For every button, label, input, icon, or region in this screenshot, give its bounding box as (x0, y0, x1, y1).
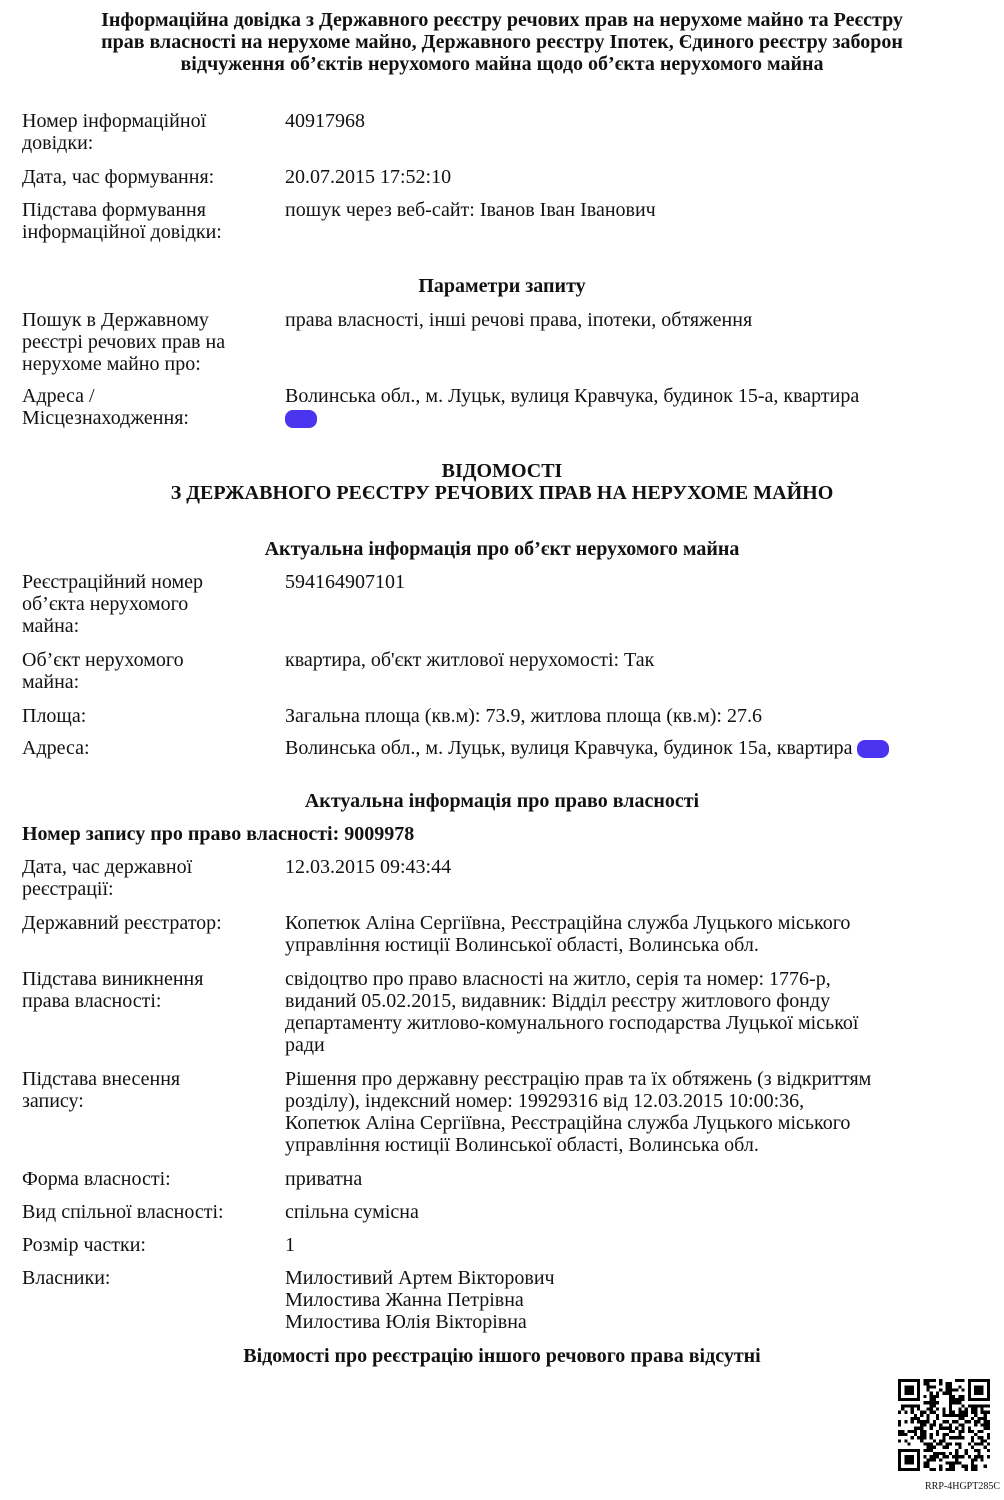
object-regnum-value: 594164907101 (285, 571, 405, 593)
query-search-value: права власності, інші речові права, іпотеки, обтяження (285, 309, 753, 331)
title-line: відчуження об’єктів нерухомого майна щодо об’єкта нерухомого майна (180, 53, 824, 75)
registry-heading-line: З ДЕРЖАВНОГО РЕЄСТРУ РЕЧОВИХ ПРАВ НА НЕРУХОМЕ МАЙНО (170, 482, 834, 504)
ownership-origin-label: Підстава виникнення права власності: (22, 968, 204, 1012)
redaction-mark (285, 410, 317, 428)
ownership-joint-label: Вид спільної власності: (22, 1201, 224, 1223)
object-regnum-label: Реєстраційний номер об’єкта нерухомого майна: (22, 571, 203, 637)
query-address-value (285, 385, 975, 429)
ownership-origin-value: свідоцтво про право власності на житло, серія та номер: 1776-р, виданий 05.02.2015, видавник: Відділ реєстру житлового фонду департаменту житлово-комунального господарства Луцької міської ради (285, 968, 859, 1056)
ownership-joint-value: спільна сумісна (285, 1201, 419, 1223)
query-address-label: Адреса / Місцезнаходження: (22, 385, 189, 429)
owner-name: Милостивий Артем Вікторович (285, 1267, 555, 1289)
title-line: прав власності на нерухоме майно, Державного реєстру Іпотек, Єдиного реєстру заборон (101, 31, 903, 53)
ownership-registrar-value: Копетюк Аліна Сергіївна, Реєстраційна служба Луцького міського управління юстиції Волинської області, Волинська обл. (285, 912, 851, 956)
owner-name: Милостива Жанна Петрівна (285, 1289, 524, 1311)
ownership-share-value: 1 (285, 1234, 295, 1256)
query-search-label: Пошук в Державному реєстрі речових прав на нерухоме майно про: (22, 309, 226, 375)
info-basis-value: пошук через веб-сайт: Іванов Іван Іванович (285, 199, 656, 221)
document-title (14, 9, 990, 75)
ownership-form-value: приватна (285, 1168, 363, 1190)
qr-code-icon (898, 1379, 990, 1471)
ownership-registrar-label: Державний реєстратор: (22, 912, 222, 934)
owner-name: Милостива Юлія Вікторівна (285, 1311, 527, 1333)
query-heading: Параметри запиту (418, 275, 586, 297)
info-datetime-label: Дата, час формування: (22, 166, 215, 188)
info-number-value: 40917968 (285, 110, 365, 132)
ownership-entry-label: Підстава внесення запису: (22, 1068, 181, 1112)
object-type-label: Об’єкт нерухомого майна: (22, 649, 184, 693)
object-area-value: Загальна площа (кв.м): 73.9, житлова площа (кв.м): 27.6 (285, 705, 762, 727)
query-address-text: Волинська обл., м. Луцьк, вулиця Кравчука, будинок 15-а, квартира (285, 385, 860, 407)
ownership-entry-value: Рішення про державну реєстрацію прав та їх обтяжень (з відкриттям розділу), індексний номер: 19929316 від 12.03.2015 10:00:36, Копетюк Аліна Сергіївна, Реєстраційна служба Луцького міського управління юстиції Волинської області, Волинська обл. (285, 1068, 872, 1156)
object-address-value (285, 737, 975, 759)
ownership-heading: Актуальна інформація про право власності (304, 790, 700, 812)
ownership-share-label: Розмір частки: (22, 1234, 146, 1256)
object-type-value: квартира, об'єкт житлової нерухомості: Так (285, 649, 655, 671)
ownership-owners-list (285, 1267, 975, 1333)
info-datetime-value: 20.07.2015 17:52:10 (285, 166, 452, 188)
other-rights-notice: Відомості про реєстрацію іншого речового права відсутні (243, 1345, 761, 1367)
object-address-label: Адреса: (22, 737, 90, 759)
registry-heading-line: ВІДОМОСТІ (441, 460, 563, 482)
title-line: Інформаційна довідка з Державного реєстру речових прав на нерухоме майно та Реєстру (101, 9, 903, 31)
object-address-text: Волинська обл., м. Луцьк, вулиця Кравчука, будинок 15а, квартира (285, 737, 853, 759)
qr-code-label: RRP-4HGPT285C (924, 1481, 1000, 1492)
ownership-record-heading: Номер запису про право власності: 9009978 (22, 823, 415, 845)
ownership-owners-label: Власники: (22, 1267, 111, 1289)
ownership-regdate-value: 12.03.2015 09:43:44 (285, 856, 452, 878)
info-number-label: Номер інформаційної довідки: (22, 110, 207, 154)
object-area-label: Площа: (22, 705, 87, 727)
redaction-mark (857, 740, 889, 758)
registry-heading (0, 460, 1004, 504)
object-heading: Актуальна інформація про об’єкт нерухомого майна (264, 538, 740, 560)
info-basis-label: Підстава формування інформаційної довідки: (22, 199, 222, 243)
ownership-form-label: Форма власності: (22, 1168, 171, 1190)
ownership-regdate-label: Дата, час державної реєстрації: (22, 856, 193, 900)
